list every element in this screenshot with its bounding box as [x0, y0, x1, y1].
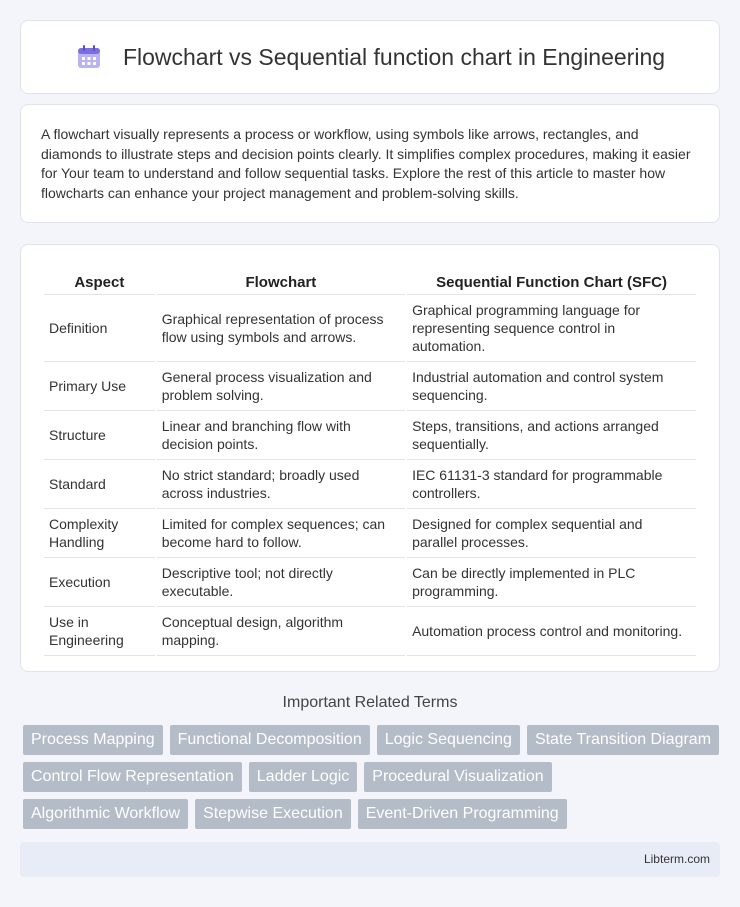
- footer: [20, 842, 720, 877]
- tag-row: [23, 799, 723, 829]
- cell-aspect: Standard: [44, 460, 155, 509]
- tag-process-mapping[interactable]: Process Mapping: [23, 725, 163, 755]
- intro-card: [20, 104, 720, 223]
- header-sfc: Sequential Function Chart (SFC): [407, 265, 696, 295]
- tag-logic-sequencing[interactable]: Logic Sequencing: [377, 725, 520, 755]
- related-terms-tags: [23, 725, 723, 836]
- table-row: [44, 460, 696, 509]
- tag-stepwise-execution[interactable]: Stepwise Execution: [195, 799, 351, 829]
- cell-aspect: Complexity Handling: [44, 509, 155, 558]
- comparison-table: [42, 265, 698, 656]
- cell-aspect: Execution: [44, 558, 155, 607]
- footer-site-link[interactable]: Libterm.com: [643, 852, 710, 866]
- tag-state-transition-diagram[interactable]: State Transition Diagram: [527, 725, 719, 755]
- intro-text: A flowchart visually represents a process or workflow, using symbols like arrows, rectangles, and diamonds to illustrate steps and decision points clearly. It simplifies complex procedures, making it easier for Your team to understand and follow sequential tasks. Explore the rest of this article to master how flowcharts can enhance your project management and problem-solving skills.: [41, 126, 691, 201]
- cell-sfc: Can be directly implemented in PLC programming.: [407, 558, 696, 607]
- tag-functional-decomposition[interactable]: Functional Decomposition: [170, 725, 370, 755]
- cell-sfc: Steps, transitions, and actions arranged sequentially.: [407, 411, 696, 460]
- page-title: Flowchart vs Sequential function chart in Engineering: [122, 43, 666, 70]
- header-aspect: Aspect: [44, 265, 155, 295]
- related-terms-title: Important Related Terms: [282, 694, 458, 711]
- tag-procedural-visualization[interactable]: Procedural Visualization: [364, 762, 551, 792]
- table-row: [44, 295, 696, 362]
- cell-sfc: Designed for complex sequential and parallel processes.: [407, 509, 696, 558]
- table-row: [44, 607, 696, 656]
- cell-aspect: Use in Engineering: [44, 607, 155, 656]
- cell-aspect: Primary Use: [44, 362, 155, 411]
- cell-flowchart: Linear and branching flow with decision points.: [157, 411, 405, 460]
- cell-flowchart: No strict standard; broadly used across industries.: [157, 460, 405, 509]
- cell-sfc: IEC 61131-3 standard for programmable controllers.: [407, 460, 696, 509]
- table-row: [44, 362, 696, 411]
- title-card: [20, 20, 720, 94]
- cell-flowchart: General process visualization and problem solving.: [157, 362, 405, 411]
- cell-flowchart: Conceptual design, algorithm mapping.: [157, 607, 405, 656]
- table-header-row: [44, 265, 696, 295]
- tag-row: [23, 725, 723, 755]
- tag-ladder-logic[interactable]: Ladder Logic: [249, 762, 358, 792]
- tag-control-flow-representation[interactable]: Control Flow Representation: [23, 762, 242, 792]
- tag-algorithmic-workflow[interactable]: Algorithmic Workflow: [23, 799, 188, 829]
- cell-flowchart: Limited for complex sequences; can become hard to follow.: [157, 509, 405, 558]
- table-row: [44, 558, 696, 607]
- cell-aspect: Definition: [44, 295, 155, 362]
- tag-row: [23, 762, 723, 792]
- cell-flowchart: Descriptive tool; not directly executable.: [157, 558, 405, 607]
- cell-sfc: Graphical programming language for representing sequence control in automation.: [407, 295, 696, 362]
- cell-sfc: Automation process control and monitoring.: [407, 607, 696, 656]
- cell-flowchart: Graphical representation of process flow using symbols and arrows.: [157, 295, 405, 362]
- tag-event-driven-programming[interactable]: Event-Driven Programming: [358, 799, 567, 829]
- header-flowchart: Flowchart: [157, 265, 405, 295]
- cell-aspect: Structure: [44, 411, 155, 460]
- table-row: [44, 411, 696, 460]
- comparison-table-card: [20, 244, 720, 672]
- calendar-grid-icon: [75, 43, 103, 71]
- cell-sfc: Industrial automation and control system sequencing.: [407, 362, 696, 411]
- table-row: [44, 509, 696, 558]
